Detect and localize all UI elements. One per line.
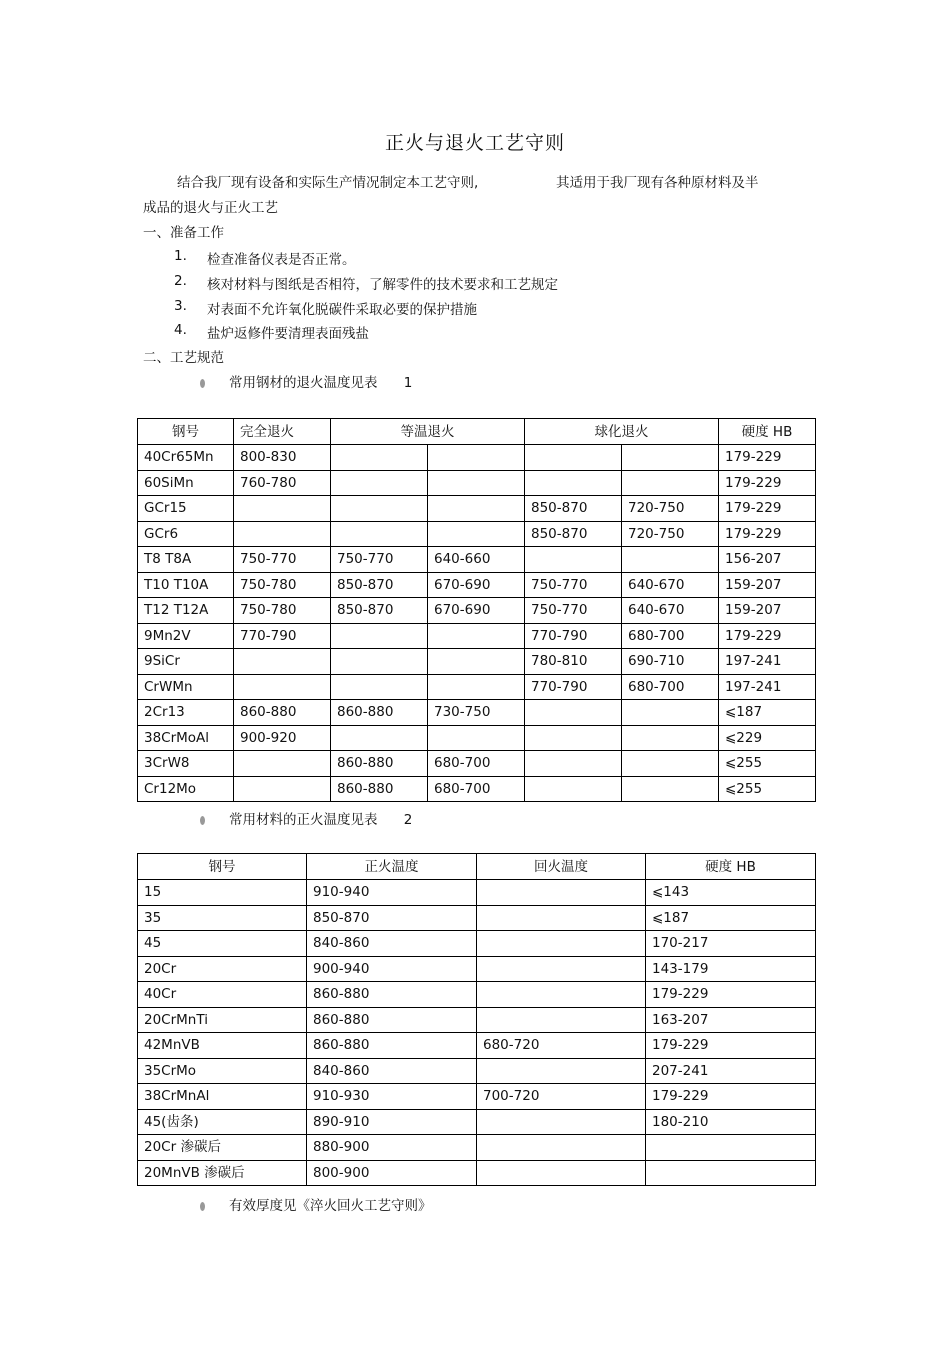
table-cell: 850-870: [525, 496, 622, 522]
table-cell: 860-880: [331, 776, 428, 802]
table-row: [138, 1033, 816, 1059]
table-cell: 60SiMn: [138, 470, 234, 496]
table-cell: [428, 496, 525, 522]
table-row: [138, 700, 816, 726]
table-cell: 2Cr13: [138, 700, 234, 726]
header-cell: 正火温度: [307, 854, 477, 880]
table-cell: 910-940: [307, 880, 477, 906]
header-cell: 回火温度: [477, 854, 646, 880]
table-cell: [477, 905, 646, 931]
table-cell: 179-229: [646, 1084, 816, 1110]
table-cell: ⩽187: [646, 905, 816, 931]
table-cell: [525, 776, 622, 802]
intro-line1-b: 其适用于我厂现有各种原材料及半: [556, 175, 759, 191]
table-cell: 900-940: [307, 956, 477, 982]
table-row: [138, 905, 816, 931]
table-cell: [525, 751, 622, 777]
table-header-row: [138, 854, 816, 880]
table-row: [138, 751, 816, 777]
table-cell: [622, 725, 719, 751]
table-cell: 700-720: [477, 1084, 646, 1110]
table-row: [138, 725, 816, 751]
table-row: [138, 445, 816, 471]
table-cell: 9SiCr: [138, 649, 234, 675]
table-cell: [331, 649, 428, 675]
table-cell: [477, 1007, 646, 1033]
table-cell: T8 T8A: [138, 547, 234, 573]
table-cell: [525, 725, 622, 751]
table-cell: 680-700: [622, 623, 719, 649]
annealing-note: [200, 371, 412, 391]
table-cell: [234, 521, 331, 547]
intro-line2: 成品的退火与正火工艺: [143, 200, 278, 216]
bullet-icon: [200, 816, 205, 825]
table-cell: [234, 649, 331, 675]
table-cell: 770-790: [525, 674, 622, 700]
table-cell: 850-870: [307, 905, 477, 931]
table-cell: 179-229: [719, 623, 816, 649]
table-cell: 640-670: [622, 598, 719, 624]
annealing-table: [137, 418, 816, 802]
table-cell: [622, 776, 719, 802]
step-number: 4.: [174, 322, 187, 338]
table-cell: 40Cr65Mn: [138, 445, 234, 471]
table-cell: 780-810: [525, 649, 622, 675]
table-cell: [331, 445, 428, 471]
normalizing-note: [200, 808, 412, 828]
table-cell: 750-770: [525, 598, 622, 624]
step-text: 盐炉返修件要清理表面残盐: [207, 326, 369, 342]
table-cell: [331, 674, 428, 700]
table-row: [138, 572, 816, 598]
table-cell: 680-700: [622, 674, 719, 700]
table-cell: 9Mn2V: [138, 623, 234, 649]
table-cell: 800-900: [307, 1160, 477, 1186]
table-cell: [234, 776, 331, 802]
table-row: [138, 598, 816, 624]
table-cell: 690-710: [622, 649, 719, 675]
header-cell: 硬度 HB: [719, 419, 816, 445]
table-row: [138, 1058, 816, 1084]
table-cell: 156-207: [719, 547, 816, 573]
table-cell: 15: [138, 880, 307, 906]
table-cell: 197-241: [719, 649, 816, 675]
table-row: [138, 1160, 816, 1186]
table-cell: 20Cr: [138, 956, 307, 982]
table-cell: 179-229: [719, 496, 816, 522]
table-cell: 159-207: [719, 572, 816, 598]
table-cell: 860-880: [331, 751, 428, 777]
step-text: 检查准备仪表是否正常。: [207, 252, 356, 268]
table-cell: [477, 931, 646, 957]
table-cell: 38CrMnAl: [138, 1084, 307, 1110]
header-cell: 硬度 HB: [646, 854, 816, 880]
annealing-table-number: 1: [403, 375, 413, 391]
table-cell: [234, 674, 331, 700]
table-cell: 720-750: [622, 521, 719, 547]
table-cell: 45(齿条): [138, 1109, 307, 1135]
table-cell: 35CrMo: [138, 1058, 307, 1084]
table-cell: [622, 547, 719, 573]
table-cell: ⩽143: [646, 880, 816, 906]
table-cell: 750-770: [331, 547, 428, 573]
bullet-icon: [200, 1202, 205, 1211]
table-cell: [428, 674, 525, 700]
step-text: 对表面不允许氧化脱碳件采取必要的保护措施: [207, 302, 477, 318]
table-cell: [477, 982, 646, 1008]
table-cell: Cr12Mo: [138, 776, 234, 802]
table-cell: [646, 1135, 816, 1161]
table-cell: 680-720: [477, 1033, 646, 1059]
table-cell: [428, 623, 525, 649]
table-cell: [331, 496, 428, 522]
table-cell: ⩽229: [719, 725, 816, 751]
normalizing-table-number: 2: [403, 812, 413, 828]
table-cell: 670-690: [428, 572, 525, 598]
normalizing-note-text: 常用材料的正火温度见表: [229, 812, 378, 828]
table-cell: [477, 880, 646, 906]
table-cell: 170-217: [646, 931, 816, 957]
intro-line1-a: 结合我厂现有设备和实际生产情况制定本工艺守则,: [177, 175, 479, 191]
table-row: [138, 1135, 816, 1161]
table-cell: CrWMn: [138, 674, 234, 700]
table-cell: [477, 1160, 646, 1186]
header-cell: 钢号: [138, 419, 234, 445]
table-cell: 850-870: [331, 598, 428, 624]
table-cell: [428, 470, 525, 496]
table-header-row: [138, 419, 816, 445]
table-cell: 760-780: [234, 470, 331, 496]
table-cell: [525, 700, 622, 726]
table-row: [138, 470, 816, 496]
header-cell: 完全退火: [234, 419, 331, 445]
table-row: [138, 674, 816, 700]
step-number: 2.: [174, 273, 187, 289]
table-row: [138, 982, 816, 1008]
step-text: 核对材料与图纸是否相符，了解零件的技术要求和工艺规定: [207, 277, 558, 293]
table-cell: 40Cr: [138, 982, 307, 1008]
table-cell: 880-900: [307, 1135, 477, 1161]
table-cell: 860-880: [307, 1033, 477, 1059]
table-cell: 900-920: [234, 725, 331, 751]
table-cell: 38CrMoAl: [138, 725, 234, 751]
header-cell: 等温退火: [331, 419, 525, 445]
table-cell: [477, 1109, 646, 1135]
table-cell: 770-790: [525, 623, 622, 649]
table-cell: 179-229: [646, 982, 816, 1008]
table-row: [138, 1084, 816, 1110]
table-cell: ⩽187: [719, 700, 816, 726]
table-cell: [234, 496, 331, 522]
table-cell: 750-780: [234, 572, 331, 598]
thickness-note: [200, 1194, 432, 1214]
table-cell: [622, 751, 719, 777]
table-cell: 860-880: [331, 700, 428, 726]
table-cell: 179-229: [719, 521, 816, 547]
table-cell: 45: [138, 931, 307, 957]
table-cell: 770-790: [234, 623, 331, 649]
thickness-note-text: 有效厚度见《淬火回火工艺守则》: [229, 1198, 432, 1214]
header-cell: 球化退火: [525, 419, 719, 445]
table-cell: 159-207: [719, 598, 816, 624]
table-cell: ⩽255: [719, 776, 816, 802]
table-cell: [331, 470, 428, 496]
table-cell: [428, 445, 525, 471]
table-cell: 3CrW8: [138, 751, 234, 777]
section2-heading: 二、工艺规范: [143, 350, 224, 366]
step-number: 1.: [174, 248, 187, 264]
table-row: [138, 931, 816, 957]
table-cell: 910-930: [307, 1084, 477, 1110]
table-row: [138, 496, 816, 522]
table-cell: 143-179: [646, 956, 816, 982]
table-cell: [646, 1160, 816, 1186]
table-cell: 670-690: [428, 598, 525, 624]
table-cell: 680-700: [428, 776, 525, 802]
table-cell: 860-880: [307, 982, 477, 1008]
table-cell: 180-210: [646, 1109, 816, 1135]
table-cell: 860-880: [234, 700, 331, 726]
table-row: [138, 547, 816, 573]
table-cell: 640-660: [428, 547, 525, 573]
table-cell: [622, 700, 719, 726]
table-cell: ⩽255: [719, 751, 816, 777]
table-cell: 680-700: [428, 751, 525, 777]
section1-heading: 一、准备工作: [143, 225, 224, 241]
table-cell: 42MnVB: [138, 1033, 307, 1059]
annealing-note-text: 常用钢材的退火温度见表: [229, 375, 378, 391]
table-cell: 730-750: [428, 700, 525, 726]
table-cell: [525, 547, 622, 573]
table-cell: 207-241: [646, 1058, 816, 1084]
table-cell: 179-229: [719, 445, 816, 471]
table-row: [138, 521, 816, 547]
table-cell: [477, 1058, 646, 1084]
table-cell: [331, 623, 428, 649]
table-cell: 800-830: [234, 445, 331, 471]
table-row: [138, 1109, 816, 1135]
table-cell: [428, 649, 525, 675]
table-cell: GCr6: [138, 521, 234, 547]
table-cell: [622, 445, 719, 471]
table-cell: 197-241: [719, 674, 816, 700]
table-row: [138, 649, 816, 675]
table-cell: 840-860: [307, 1058, 477, 1084]
table-row: [138, 776, 816, 802]
table-cell: 179-229: [646, 1033, 816, 1059]
table-row: [138, 956, 816, 982]
page-title: 正火与退火工艺守则: [384, 132, 565, 154]
table-row: [138, 1007, 816, 1033]
table-cell: T12 T12A: [138, 598, 234, 624]
table-cell: 750-780: [234, 598, 331, 624]
table-cell: 640-670: [622, 572, 719, 598]
table-cell: 20CrMnTi: [138, 1007, 307, 1033]
table-cell: 720-750: [622, 496, 719, 522]
table-cell: 850-870: [525, 521, 622, 547]
table-cell: [477, 1135, 646, 1161]
table-cell: 890-910: [307, 1109, 477, 1135]
table-cell: [331, 725, 428, 751]
table-cell: [331, 521, 428, 547]
table-row: [138, 880, 816, 906]
table-cell: [428, 725, 525, 751]
table-cell: 20Cr 渗碳后: [138, 1135, 307, 1161]
step-number: 3.: [174, 298, 187, 314]
table-cell: T10 T10A: [138, 572, 234, 598]
table-cell: 20MnVB 渗碳后: [138, 1160, 307, 1186]
table-cell: [525, 445, 622, 471]
table-cell: [428, 521, 525, 547]
table-cell: GCr15: [138, 496, 234, 522]
table-cell: [234, 751, 331, 777]
table-cell: 163-207: [646, 1007, 816, 1033]
table-cell: 860-880: [307, 1007, 477, 1033]
table-cell: 179-229: [719, 470, 816, 496]
table-cell: 850-870: [331, 572, 428, 598]
table-cell: [525, 470, 622, 496]
header-cell: 钢号: [138, 854, 307, 880]
table-row: [138, 623, 816, 649]
table-cell: 840-860: [307, 931, 477, 957]
table-cell: [622, 470, 719, 496]
table-cell: 35: [138, 905, 307, 931]
normalizing-table: [137, 853, 816, 1186]
bullet-icon: [200, 379, 205, 388]
table-cell: 750-770: [234, 547, 331, 573]
table-cell: [477, 956, 646, 982]
table-cell: 750-770: [525, 572, 622, 598]
